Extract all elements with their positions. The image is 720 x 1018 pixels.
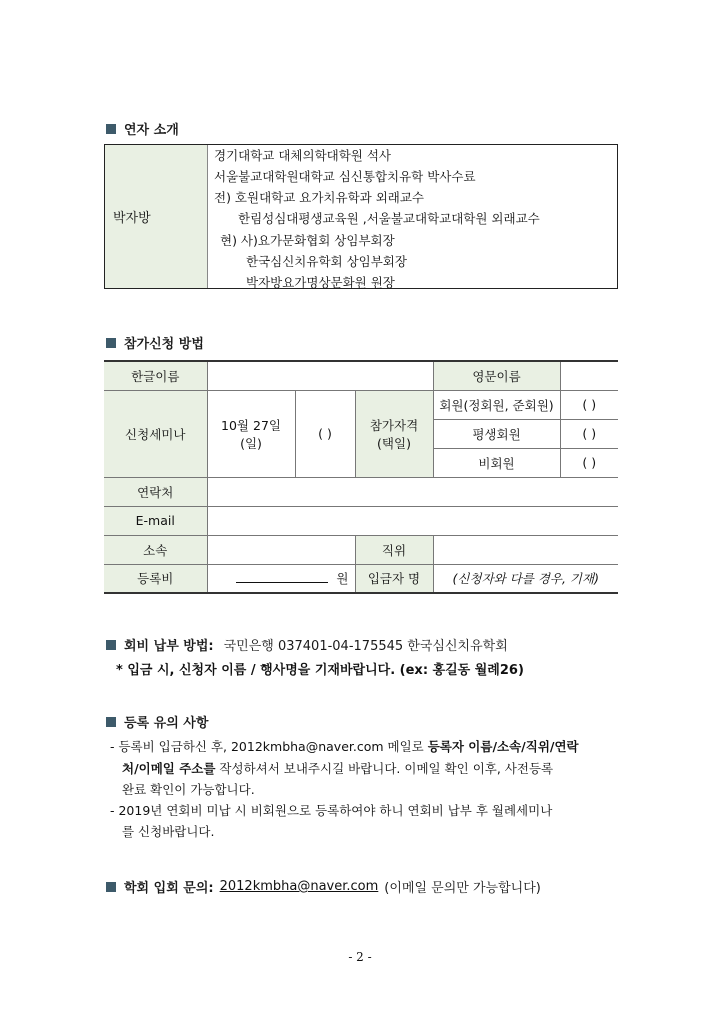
email-field[interactable] (207, 506, 618, 535)
payment-note: * 입금 시, 신청자 이름 / 행사명을 기재바랍니다. (ex: 홍길동 월례26) (116, 663, 524, 678)
position-field[interactable] (433, 535, 618, 564)
payment-detail: 국민은행 037401-04-175545 한국심신치유학회 (223, 639, 508, 654)
square-bullet-icon (106, 717, 116, 727)
fee-blank (236, 570, 328, 583)
profile-line: 서울불교대학원대학교 심신통합치유학 박사수료 (214, 169, 476, 184)
option-member-label: 회원(정회원, 준회원) (433, 390, 560, 419)
contact-email-link[interactable]: 2012kmbha@naver.com (219, 879, 379, 894)
speaker-section-title: 연자 소개 (106, 119, 179, 138)
square-bullet-icon (106, 882, 116, 892)
apply-section-title: 참가신청 방법 (106, 333, 204, 352)
square-bullet-icon (106, 124, 116, 134)
option-lifetime-label: 평생회원 (433, 419, 560, 448)
english-name-field[interactable] (560, 361, 618, 390)
payment-title: 회비 납부 방법: (124, 639, 214, 654)
qualification-label: 참가자격 (택일) (355, 390, 433, 477)
option-member-mark[interactable]: ( ) (560, 390, 618, 419)
payment-line (106, 635, 508, 654)
contact-field[interactable] (207, 477, 618, 506)
contact-label: 연락처 (104, 477, 207, 506)
profile-line: 한국심신치유학회 상임부회장 (246, 254, 407, 269)
option-lifetime-mark[interactable]: ( ) (560, 419, 618, 448)
contact-note: (이메일 문의만 가능합니다) (384, 881, 541, 896)
registration-form (104, 360, 618, 594)
affiliation-label: 소속 (104, 535, 207, 564)
depositor-note: (신청자와 다를 경우, 기재) (433, 564, 618, 593)
seminar-date: 10월 27일 (일) (207, 390, 295, 477)
profile-line: 박자방요가명상문화원 원장 (246, 275, 395, 290)
fee-field[interactable] (207, 564, 355, 593)
notice-bullet-1-line-2: 처/이메일 주소를 작성하셔서 보내주시길 바랍니다. 이메일 확인 이후, 사전등록 (122, 761, 554, 776)
english-name-label: 영문이름 (433, 361, 560, 390)
notice-bullet-2-line-2: 를 신청바랍니다. (122, 824, 215, 839)
speaker-name: 박자방 (105, 145, 208, 288)
contact-line (106, 877, 541, 896)
option-nonmember-label: 비회원 (433, 448, 560, 477)
square-bullet-icon (106, 338, 116, 348)
profile-line: 현) 사)요가문화협회 상임부회장 (220, 233, 395, 248)
fee-label: 등록비 (104, 564, 207, 593)
korean-name-label: 한글이름 (104, 361, 207, 390)
notice-section-title: 등록 유의 사항 (106, 712, 208, 731)
option-nonmember-mark[interactable]: ( ) (560, 448, 618, 477)
depositor-label: 입금자 명 (355, 564, 433, 593)
fee-unit: 원 (336, 571, 349, 587)
notice-bullet-1-line-3: 완료 확인이 가능합니다. (122, 782, 255, 797)
profile-line: 전) 호원대학교 요가치유학과 외래교수 (214, 190, 424, 205)
position-label: 직위 (355, 535, 433, 564)
email-label: E-mail (104, 506, 207, 535)
speaker-table (104, 144, 618, 289)
square-bullet-icon (106, 640, 116, 650)
contact-title: 학회 입회 문의: (124, 881, 214, 896)
korean-name-field[interactable] (207, 361, 433, 390)
profile-line: 한림성심대평생교육원 ,서울불교대학교대학원 외래교수 (238, 211, 540, 226)
speaker-profile (208, 145, 617, 288)
notice-bullet-2-line-1: - 2019년 연회비 미납 시 비회원으로 등록하여야 하니 연회비 납부 후 월례세미나 (110, 803, 553, 818)
affiliation-field[interactable] (207, 535, 355, 564)
notice-bullet-1-line-1: - 등록비 입금하신 후, 2012kmbha@naver.com 메일로 등록자 이름/소속/직위/연락 (110, 739, 579, 754)
seminar-label: 신청세미나 (104, 390, 207, 477)
page-number: - 2 - (348, 950, 372, 964)
profile-line: 경기대학교 대체의학대학원 석사 (214, 148, 391, 163)
seminar-select-mark[interactable]: ( ) (295, 390, 355, 477)
